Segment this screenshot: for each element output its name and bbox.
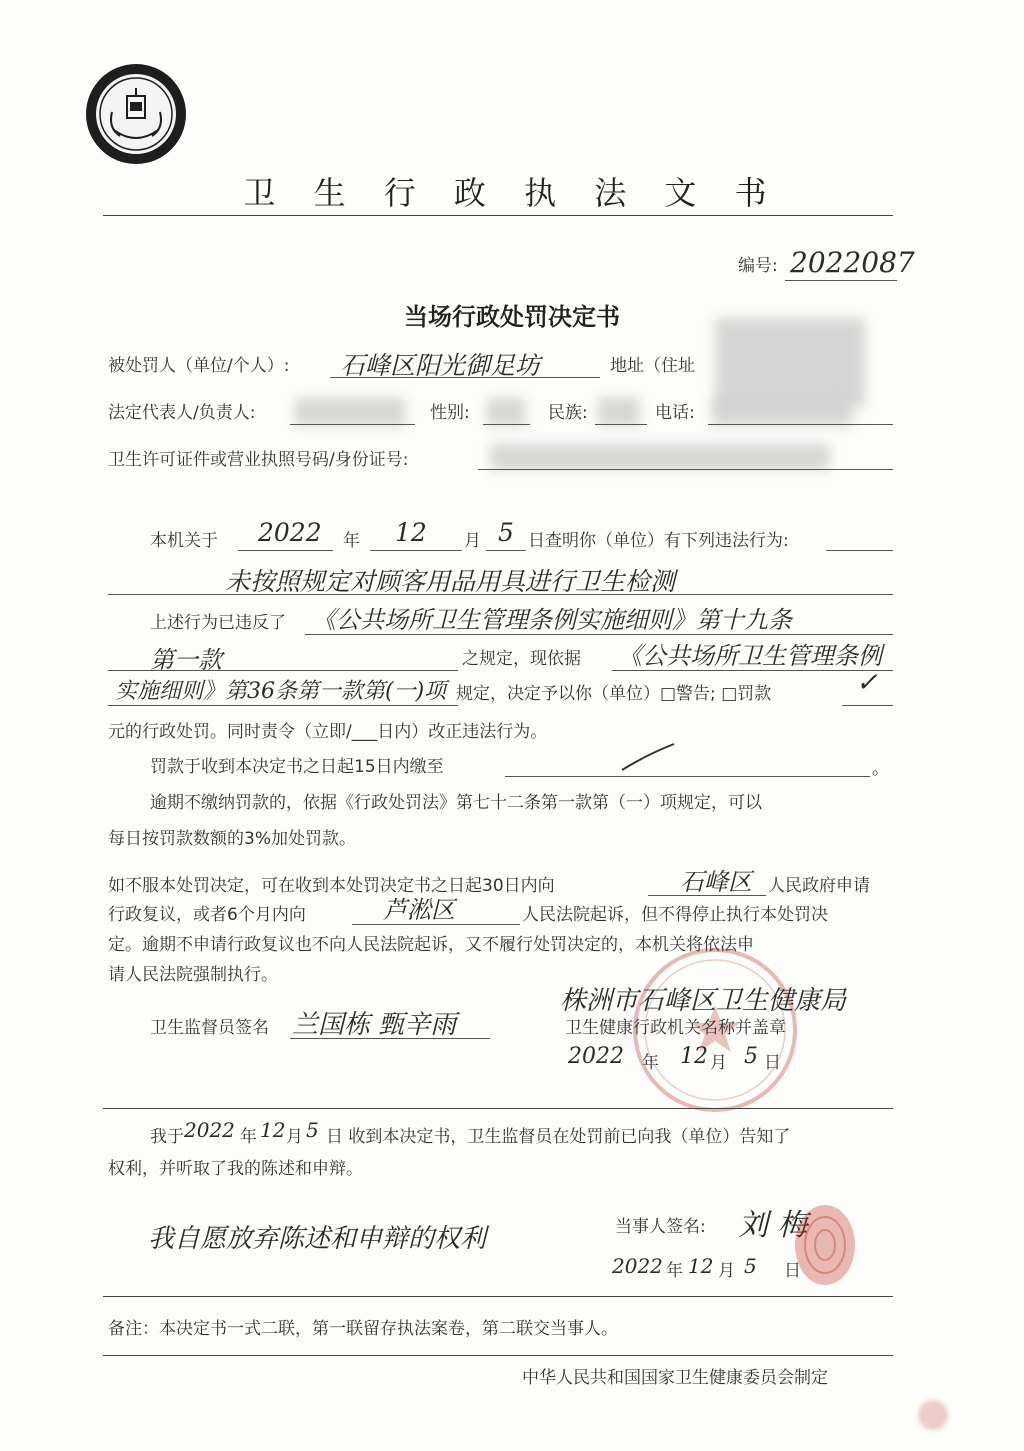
p2-middle: 之规定，现依据 (462, 649, 581, 669)
address-label: 地址（住址 (610, 356, 695, 376)
p6-line2-a: 行政复议，或者6个月内向 (108, 905, 306, 925)
agency-seal-label: 卫生健康行政机关名称并盖章 (565, 1018, 786, 1038)
p5-line1: 逾期不缴纳罚款的，依据《行政处罚法》第七十二条第一款第（一）项规定，可以 (150, 793, 762, 813)
receipt-line2: 权利，并听取了我的陈述和申辩。 (108, 1159, 363, 1179)
decision-date-month: 12 (680, 1044, 708, 1069)
party-sign-year-char: 年 (666, 1261, 683, 1281)
p4-text: 罚款于收到本决定书之日起15日内缴至 (150, 757, 444, 777)
year-char: 年 (343, 531, 360, 551)
receipt-month-char: 月 (286, 1127, 303, 1147)
page-title: 当场行政处罚决定书 (404, 303, 620, 331)
receipt-line1: 日 收到本决定书，卫生监督员在处罚前已向我（单位）告知了 (326, 1127, 791, 1147)
bottom-divider (103, 1355, 893, 1356)
redacted-license (490, 444, 830, 470)
remarks-note: 备注：本决定书一式二联，第一联留存执法案卷，第二联交当事人。 (108, 1319, 618, 1339)
found-month: 12 (395, 518, 427, 547)
p1-prefix: 本机关于 (150, 531, 218, 551)
receipt-day: 5 (306, 1118, 319, 1142)
margin-stamp-mark (918, 1400, 948, 1430)
header-divider (103, 215, 893, 216)
p1-suffix: 日查明你（单位）有下列违法行为: (528, 531, 789, 551)
receipt-prefix: 我于 (150, 1127, 184, 1147)
gender-label: 性别: (430, 403, 470, 423)
party-name-value: 石峰区阳光御足坊 (340, 351, 541, 380)
inspector-signature-label: 卫生监督员签名 (150, 1018, 269, 1038)
litigation-court: 芦淞区 (383, 896, 455, 924)
review-government: 石峰区 (680, 868, 752, 896)
decision-date-day: 5 (744, 1044, 758, 1069)
decision-year-char: 年 (642, 1053, 659, 1073)
decision-date-year: 2022 (568, 1044, 624, 1069)
redacted-phone (712, 398, 852, 426)
receipt-year-char: 年 (240, 1127, 257, 1147)
inspector-signatures: 兰国栋 甄辛雨 (292, 1010, 457, 1040)
decision-day-char: 日 (764, 1053, 781, 1073)
fine-checkmark: ✓ (856, 668, 878, 698)
basis-law-line1: 《公共场所卫生管理条例 (618, 642, 882, 670)
party-signature: 刘 梅 (738, 1208, 808, 1243)
basis-law-line2: 实施细则》第36条第一款第(一)项 (115, 679, 447, 704)
p6-line4: 请人民法院强制执行。 (108, 965, 278, 985)
p3-text: 元的行政处罚。同时责令（立即/___日内）改正违法行为。 (108, 722, 548, 742)
p4-end: 。 (872, 759, 889, 779)
payment-slash-mark (618, 740, 678, 776)
redacted-gender (487, 398, 525, 426)
receipt-divider (103, 1108, 893, 1109)
violated-law-line1: 《公共场所卫生管理条例实施细则》第十九条 (312, 606, 792, 634)
p6-line1-a: 如不服本处罚决定，可在收到本处罚决定书之日起30日内向 (108, 876, 555, 896)
representative-label: 法定代表人/负责人: (108, 403, 256, 423)
party-signature-label: 当事人签名: (615, 1217, 706, 1237)
document-number-value: 2022087 (790, 246, 915, 279)
receipt-year: 2022 (184, 1118, 235, 1142)
redacted-representative (295, 398, 405, 426)
ethnicity-label: 民族: (548, 403, 588, 423)
receipt-month: 12 (260, 1118, 286, 1142)
license-label: 卫生许可证件或营业执照号码/身份证号: (108, 450, 409, 470)
penalty-options: 规定，决定予以你（单位）□警告; □罚款 (456, 684, 772, 704)
violation-description: 未按照规定对顾客用品用具进行卫生检测 (225, 567, 676, 596)
party-sign-year: 2022 (612, 1254, 663, 1278)
document-number-label: 编号: (738, 256, 778, 276)
decision-month-char: 月 (710, 1053, 727, 1073)
p6-line2-b: 人民法院起诉，但不得停止执行本处罚决 (522, 905, 828, 925)
redacted-address (715, 318, 865, 408)
redacted-ethnicity (598, 398, 640, 426)
p2-prefix: 上述行为已违反了 (150, 613, 286, 633)
violated-law-line2: 第一款 (150, 646, 222, 674)
health-inspection-emblem (84, 62, 188, 166)
issuer-text: 中华人民共和国国家卫生健康委员会制定 (522, 1368, 828, 1388)
waiver-statement: 我自愿放弃陈述和申辩的权利 (148, 1224, 487, 1254)
party-name-label: 被处罚人（单位/个人）: (108, 356, 290, 376)
phone-label: 电话: (655, 403, 695, 423)
party-sign-month: 12 (688, 1254, 714, 1278)
party-sign-day: 5 (744, 1254, 757, 1278)
party-sign-day-char: 日 (784, 1261, 801, 1281)
document-type-title: 卫 生 行 政 执 法 文 书 (243, 174, 781, 212)
p6-line3: 定。逾期不申请行政复议也不向人民法院起诉，又不履行处罚决定的，本机关将依法申 (108, 935, 754, 955)
found-day: 5 (498, 518, 514, 547)
found-year: 2022 (258, 518, 322, 547)
month-char: 月 (464, 531, 481, 551)
p5-line2: 每日按罚款数额的3%加处罚款。 (108, 829, 356, 849)
footer-divider (103, 1296, 893, 1297)
p6-line1-b: 人民政府申请 (768, 876, 870, 896)
agency-handwritten-name: 株洲市石峰区卫生健康局 (560, 986, 847, 1016)
party-sign-month-char: 月 (718, 1261, 735, 1281)
